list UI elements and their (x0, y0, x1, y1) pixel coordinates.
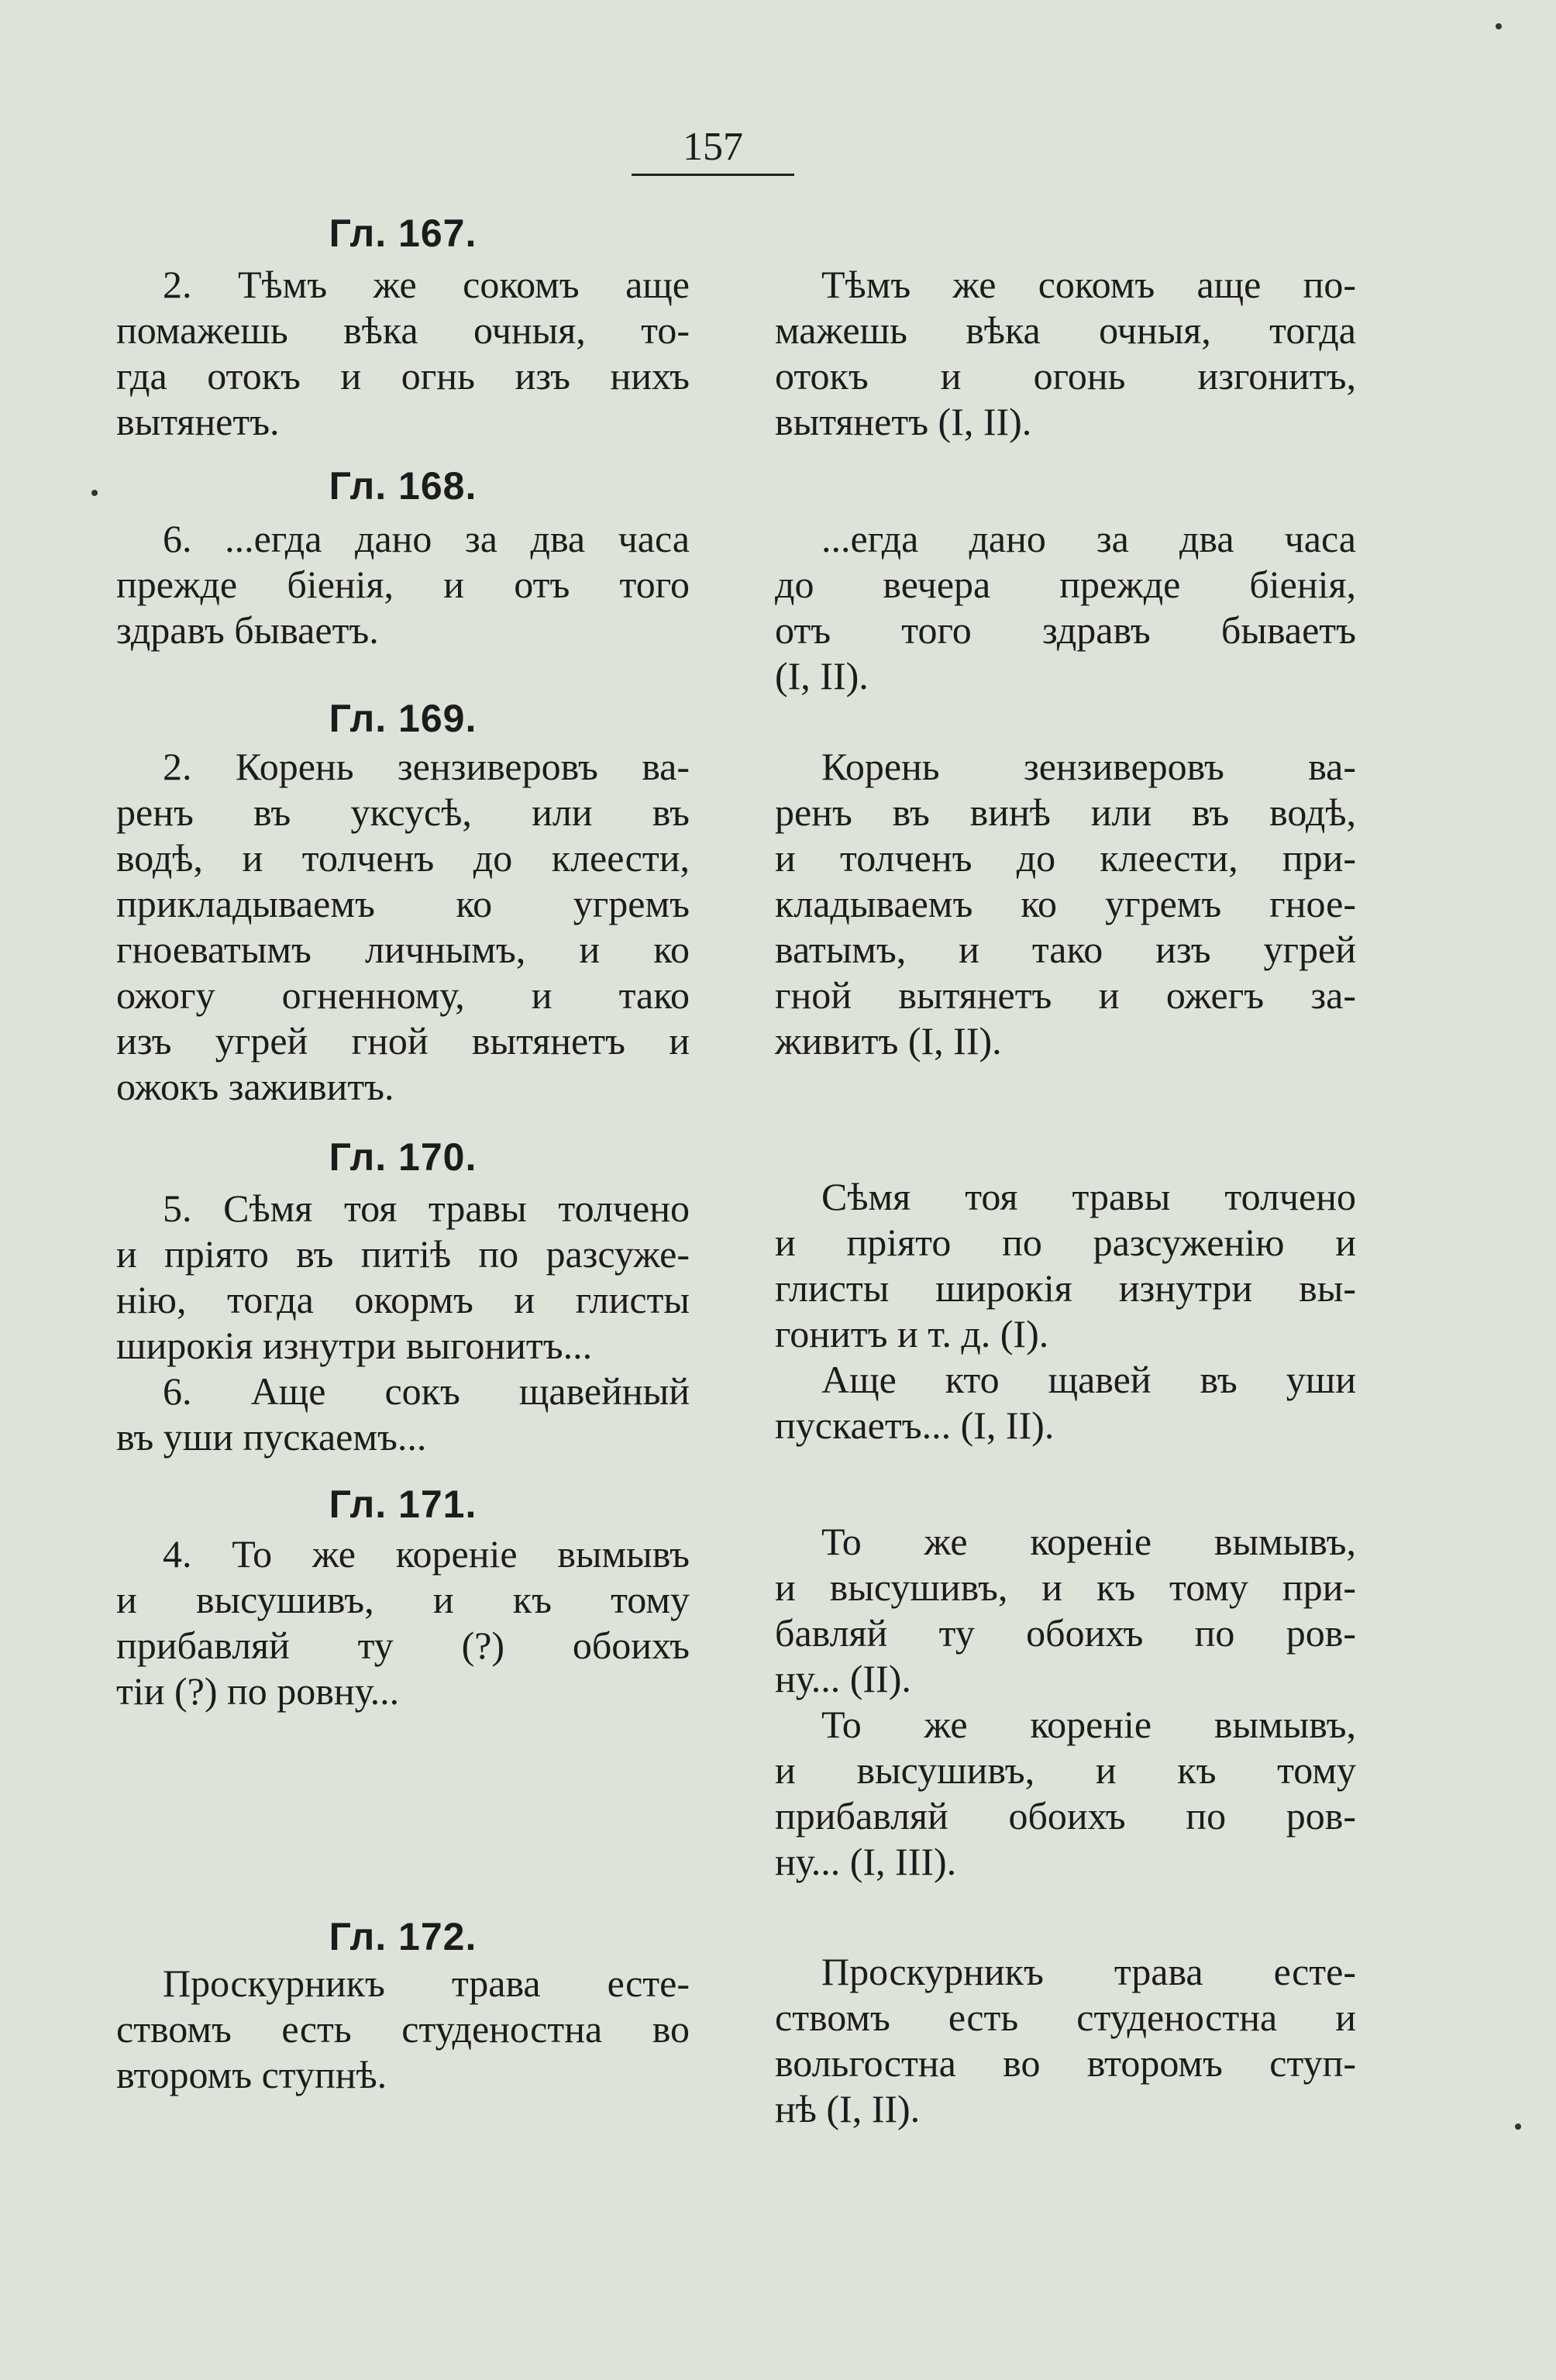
text-line: ренъ въ уксусѣ, или въ (116, 790, 690, 834)
text-line: и высушивъ, и къ тому (116, 1578, 690, 1621)
text-line: ренъ въ винѣ или въ водѣ, (775, 790, 1356, 834)
chapter-left-text (116, 262, 690, 445)
chapter-heading: Гл. 172. (329, 1915, 477, 1958)
chapter-right-text (775, 262, 1356, 445)
text-line: отокъ и огонь изгонитъ, (775, 354, 1356, 398)
print-speck (91, 490, 98, 496)
text-line: (I, II). (775, 654, 869, 697)
chapter-left-text (116, 1531, 690, 1714)
text-line: То же кореніе вымывъ, (821, 1703, 1356, 1746)
text-line: и пріято по разсуженію и (775, 1221, 1356, 1264)
text-line: гда отокъ и огнь изъ нихъ (116, 354, 690, 398)
text-line: нѣ (I, II). (775, 2087, 921, 2130)
chapter-left-text (116, 516, 690, 653)
chapter-heading: Гл. 168. (329, 464, 477, 508)
text-line: Сѣмя тоя травы толчено (821, 1175, 1356, 1218)
text-line: пускаетъ... (I, II). (775, 1404, 1055, 1447)
text-line: мажешь вѣка очныя, тогда (775, 308, 1356, 352)
text-line: и высушивъ, и къ тому при- (775, 1565, 1356, 1609)
chapter-right-text (775, 516, 1356, 699)
text-line: вольгостна во второмъ ступ- (775, 2041, 1356, 2085)
text-line: водѣ, и толченъ до клеести, (116, 836, 690, 880)
text-line: до вечера прежде біенія, (775, 563, 1356, 606)
chapter-right-text (775, 1949, 1356, 2132)
text-line: вытянетъ. (116, 400, 280, 443)
text-line: 4. То же кореніе вымывъ (163, 1532, 690, 1576)
text-line: прибавляй обоихъ по ров- (775, 1794, 1356, 1838)
chapter-left-text (116, 1961, 690, 2098)
chapter-heading: Гл. 169. (329, 697, 477, 740)
chapter-right-text (775, 1174, 1356, 1448)
text-line: въ уши пускаемъ... (116, 1415, 427, 1459)
text-line: ожокъ заживитъ. (116, 1065, 394, 1108)
text-line: ожогу огненному, и тако (116, 973, 690, 1017)
chapter-heading: Гл. 171. (329, 1483, 477, 1526)
text-line: 2. Тѣмъ же сокомъ аще (163, 263, 690, 306)
text-line: ствомъ есть студеностна и (775, 1996, 1356, 2039)
chapter-left-text (116, 744, 690, 1110)
text-line: изъ угрей гной вытянетъ и (116, 1019, 690, 1063)
text-line: живитъ (I, II). (775, 1019, 1002, 1063)
print-speck (1496, 23, 1502, 29)
chapter-heading: Гл. 170. (329, 1135, 477, 1179)
page-number: 157 (683, 125, 743, 169)
text-line: широкія изнутри выгонитъ... (116, 1324, 593, 1367)
text-line: ну... (II). (775, 1657, 911, 1700)
text-line: Проскурникъ трава есте- (821, 1950, 1356, 1993)
text-line: Корень зензиверовъ ва- (821, 745, 1356, 788)
text-line: ну... (I, III). (775, 1840, 957, 1883)
text-line: второмъ ступнѣ. (116, 2053, 387, 2096)
text-line: 2. Корень зензиверовъ ва- (163, 745, 690, 788)
text-line: Аще кто щавей въ уши (821, 1358, 1356, 1401)
text-line: 6. ...егда дано за два часа (163, 517, 690, 560)
text-line: бавляй ту обоихъ по ров- (775, 1611, 1356, 1655)
text-line: То же кореніе вымывъ, (821, 1520, 1356, 1563)
text-line: гной вытянетъ и ожегъ за- (775, 973, 1356, 1017)
text-line: кладываемъ ко угремъ гное- (775, 882, 1356, 925)
text-line: ватымъ, и тако изъ угрей (775, 928, 1356, 971)
text-line: Тѣмъ же сокомъ аще по- (821, 263, 1356, 306)
text-line: прежде біенія, и отъ того (116, 563, 690, 606)
text-line: и пріято въ питіѣ по разсуже- (116, 1232, 690, 1276)
text-line: Проскурникъ трава есте- (163, 1962, 690, 2005)
text-line: гноеватымъ личнымъ, и ко (116, 928, 690, 971)
text-line: тіи (?) по ровну... (116, 1669, 400, 1713)
text-line: нію, тогда окормъ и глисты (116, 1278, 690, 1321)
page-number-rule (632, 174, 794, 176)
text-line: отъ того здравъ бываетъ (775, 608, 1356, 652)
chapter-right-text (775, 744, 1356, 1064)
text-line: и высушивъ, и къ тому (775, 1748, 1356, 1792)
text-line: ...егда дано за два часа (821, 517, 1356, 560)
text-line: здравъ бываетъ. (116, 608, 379, 652)
chapter-left-text (116, 1186, 690, 1460)
text-line: гонитъ и т. д. (I). (775, 1312, 1049, 1355)
print-speck (1515, 2123, 1521, 2130)
text-line: глисты широкія изнутри вы- (775, 1266, 1356, 1310)
text-line: прибавляй ту (?) обоихъ (116, 1624, 690, 1667)
text-line: и толченъ до клеести, при- (775, 836, 1356, 880)
text-line: ствомъ есть студеностна во (116, 2007, 690, 2051)
chapter-right-text (775, 1519, 1356, 1885)
text-line: помажешь вѣка очныя, то- (116, 308, 690, 352)
text-line: вытянетъ (I, II). (775, 400, 1032, 443)
chapter-heading: Гл. 167. (329, 212, 477, 255)
text-line: прикладываемъ ко угремъ (116, 882, 690, 925)
text-line: 6. Аще сокъ щавейный (163, 1369, 690, 1413)
text-line: 5. Сѣмя тоя травы толчено (163, 1187, 690, 1230)
